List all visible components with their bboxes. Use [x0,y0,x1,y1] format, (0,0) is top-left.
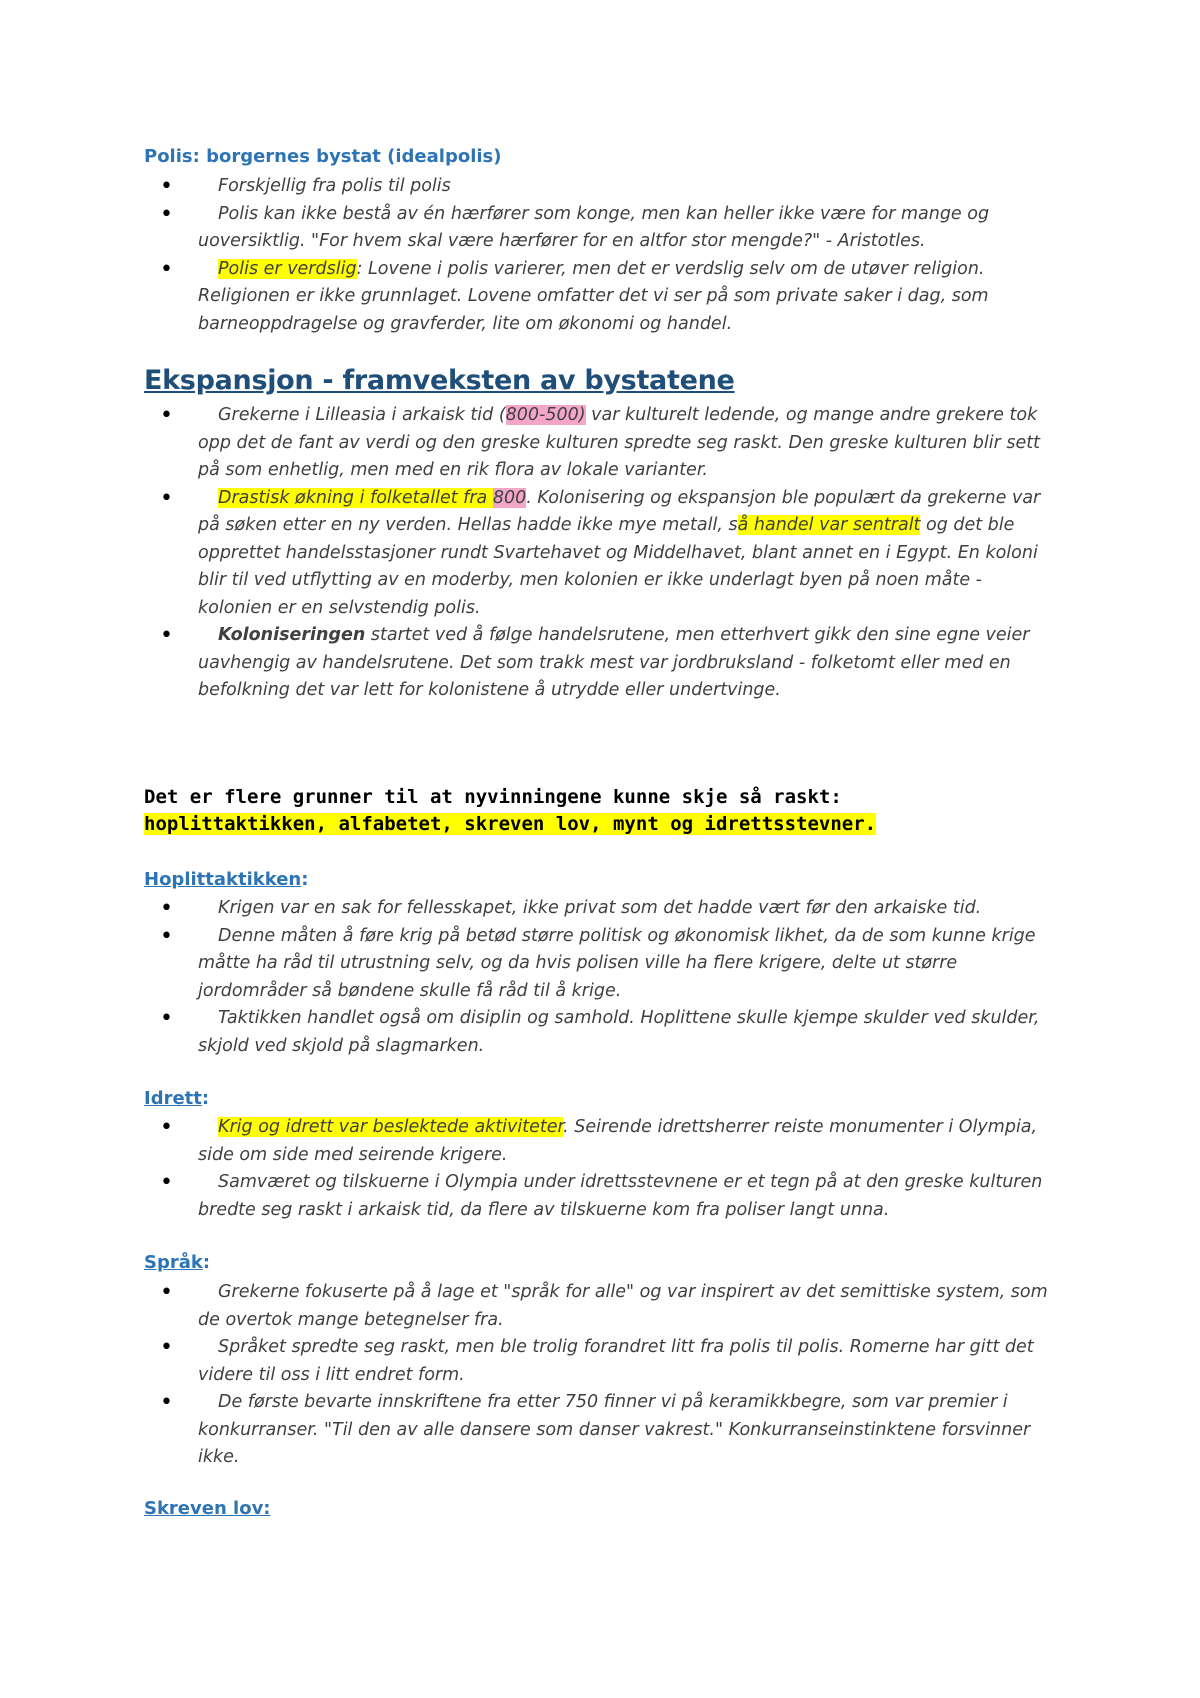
list-item: • Forskjellig fra polis til polis [0,173,1060,201]
list-item: • Polis kan ikke bestå av én hærfører som konge, men kan heller ikke være for mange og uoversiktlig. "For hvem skal være hærfører for en altfor stor mengde?" - Aristotles. [0,201,1060,256]
list-item: • Polis er verdslig: Lovene i polis varierer, men det er verdslig selv om de utøver religion. Religionen er ikke grunnlaget. Lovene omfatter det vi ser på som private saker i dag, som barneoppdragelse og gravferder, lite om økonomi og handel. [0,256,1060,339]
ekspansjon-list [0,402,1060,705]
list-item: • De første bevarte innskriftene fra etter 750 finner vi på keramikkbegre, som var premier i konkurranser. "Til den av alle dansere som danser vakrest." Konkurranseinstinktene forsvinner ikke. [0,1389,1060,1472]
ekspansjon-heading: Ekspansjon - framveksten av bystatene [144,365,735,396]
list-item: • Drastisk økning i folketallet fra 800. Kolonisering og ekspansjon ble populært da grekerne var på søken etter en ny verden. Hellas hadde ikke mye metall, så handel var sentralt og det ble opprettet handelsstasjoner rundt Svartehavet og Middelhavet, blant annet en i Egypt. En koloni blir til ved utflytting av en moderby, men kolonien er ikke underlagt byen på noen måte - kolonien er en selvstendig polis. [0,485,1060,623]
list-item: • Grekerne fokuserte på å lage et "språk for alle" og var inspirert av det semittiske system, som de overtok mange betegnelser fra. [0,1279,1060,1334]
hoplitt-heading: Hoplittaktikken: [144,869,309,890]
polis-list [0,173,1060,338]
hoplitt-list [0,895,1060,1060]
list-item: • Språket spredte seg raskt, men ble trolig forandret litt fra polis til polis. Romerne har gitt det videre til oss i litt endret form. [0,1334,1060,1389]
skreven-heading: Skreven lov: [144,1498,271,1519]
grunner-line1: Det er flere grunner til at nyvinningene kunne skje så raskt: [144,786,842,808]
list-item: • Koloniseringen startet ved å følge handelsrutene, men etterhvert gikk den sine egne veier uavhengig av handelsrutene. Det som trakk mest var jordbruksland - folketomt eller med en befolkning det var lett for kolonistene å utrydde eller undertvinge. [0,622,1060,705]
list-item: • Taktikken handlet også om disiplin og samhold. Hoplittene skulle kjempe skulder ved skulder, skjold ved skjold på slagmarken. [0,1005,1060,1060]
grunner-line2: hoplittaktikken, alfabetet, skreven lov, mynt og idrettsstevner. [144,813,877,835]
idrett-heading: Idrett: [144,1088,210,1109]
list-item: • Grekerne i Lilleasia i arkaisk tid (800-500) var kulturelt ledende, og mange andre grekere tok opp det de fant av verdi og den greske kulturen spredte seg raskt. Den greske kulturen blir sett på som enhetlig, men med en rik flora av lokale varianter. [0,402,1060,485]
list-item: • Denne måten å føre krig på betød større politisk og økonomisk likhet, da de som kunne krige måtte ha råd til utrustning selv, og da hvis polisen ville ha flere krigere, delte ut større jordområder så bøndene skulle få råd til å krige. [0,923,1060,1006]
list-item: • Krigen var en sak for fellesskapet, ikke privat som det hadde vært før den arkaiske tid. [0,895,1060,923]
sprak-heading: Språk: [144,1252,211,1273]
idrett-list [0,1114,1060,1224]
list-item: • Krig og idrett var beslektede aktiviteter. Seirende idrettsherrer reiste monumenter i Olympia, side om side med seirende krigere. [0,1114,1060,1169]
sprak-list [0,1279,1060,1472]
polis-heading: Polis: borgernes bystat (idealpolis) [144,146,502,167]
list-item: • Samværet og tilskuerne i Olympia under idrettsstevnene er et tegn på at den greske kulturen bredte seg raskt i arkaisk tid, da flere av tilskuerne kom fra poliser langt unna. [0,1169,1060,1224]
